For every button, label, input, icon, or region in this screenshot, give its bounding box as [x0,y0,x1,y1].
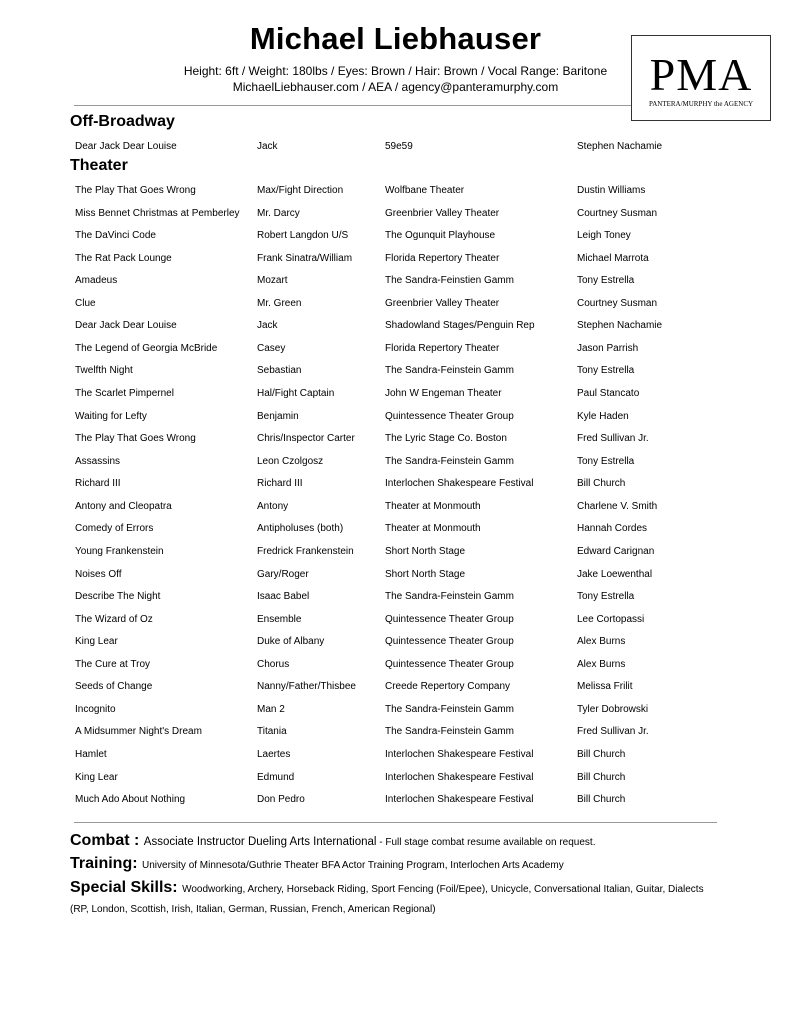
credit-title: The Play That Goes Wrong [75,185,196,196]
credit-row [0,433,791,451]
credit-director: Tony Estrella [577,591,635,603]
credit-title: The Scarlet Pimpernel [75,388,174,400]
credit-title: Incognito [75,703,116,715]
credit-venue: Quintessence Theater Group [385,658,514,670]
credit-venue: The Sandra-Feinstein Gamm [385,726,514,738]
credit-role: Jack [257,320,278,332]
credit-row [0,478,791,496]
credit-title: The DaVinci Code [75,230,156,242]
credit-role: Mr. Darcy [257,207,300,219]
credit-venue: Wolfbane Theater [385,185,465,196]
credit-row [0,230,791,248]
contact-info: MichaelLiebhauser.com / AEA / agency@panteramurphy.com [232,80,559,94]
credit-venue: John W Engeman Theater [385,388,502,400]
credit-row [0,388,791,406]
credit-row [0,726,791,744]
credit-director: Michael Marrota [577,252,649,264]
credit-title: The Legend of Georgia McBride [75,342,218,354]
credit-venue: The Sandra-Feinstien Gamm [385,275,514,287]
credit-role: Gary/Roger [257,568,309,580]
credit-title: Seeds of Change [75,681,153,693]
credit-director: Hannah Cordes [577,523,648,535]
credit-venue: Quintessence Theater Group [385,613,514,625]
credit-row [0,614,791,632]
credit-row [0,208,791,226]
credit-venue: Greenbrier Valley Theater [385,297,500,309]
credit-venue: The Lyric Stage Co. Boston [385,433,507,445]
agency-logo [631,35,771,121]
credit-venue: 59e59 [385,141,413,152]
credit-venue: The Sandra-Feinstein Gamm [385,591,514,603]
credit-director: Alex Burns [577,658,626,670]
credit-title: Antony and Cleopatra [75,500,172,512]
credit-row [0,591,791,609]
agency-logo-subtitle: PANTERA/MURPHY the AGENCY [648,100,754,108]
special-skills-line [70,879,704,897]
credit-row [0,411,791,429]
credit-role: Sebastian [257,365,302,377]
physical-stats: Height: 6ft / Weight: 180lbs / Eyes: Brown / Hair: Brown / Vocal Range: Baritone [183,64,608,78]
credit-row [0,681,791,699]
credit-role: Laertes [257,749,291,760]
credit-director: Charlene V. Smith [577,500,658,512]
credit-venue: Interlochen Shakespeare Festival [385,794,534,806]
credit-role: Isaac Babel [257,591,310,603]
credit-director: Jake Loewenthal [577,568,653,580]
credit-role: Don Pedro [257,794,305,806]
credit-row [0,546,791,564]
credit-director: Stephen Nachamie [577,141,663,152]
credit-director: Bill Church [577,771,626,783]
credit-row [0,456,791,474]
credit-role: Nanny/Father/Thisbee [257,681,356,693]
credit-director: Tyler Dobrowski [577,703,649,715]
credit-venue: The Sandra-Feinstein Gamm [385,455,514,467]
credit-role: Hal/Fight Captain [257,388,335,400]
credit-role: Titania [257,726,287,738]
special-skills-label: Special Skills: [70,879,178,896]
credit-row [0,275,791,293]
credit-title: Miss Bennet Christmas at Pemberley [75,207,240,219]
credit-role: Chorus [257,658,290,670]
credit-row [0,501,791,519]
credit-row [0,253,791,271]
credit-role: Max/Fight Direction [257,185,344,196]
combat-text: - Full stage combat resume available on request. [379,837,596,848]
credit-row [0,185,791,203]
credit-venue: The Sandra-Feinstein Gamm [385,703,514,715]
credit-role: Man 2 [257,703,285,715]
credit-title: The Rat Pack Lounge [75,252,172,264]
credit-director: Courtney Susman [577,297,658,309]
credit-director: Bill Church [577,794,626,806]
credit-title: Describe The Night [75,591,161,603]
credit-title: The Cure at Troy [75,658,151,670]
credit-role: Leon Czolgosz [257,455,324,467]
credit-director: Fred Sullivan Jr. [577,726,649,738]
credit-title: Richard III [75,478,121,490]
credit-venue: Interlochen Shakespeare Festival [385,749,534,760]
credit-director: Paul Stancato [577,388,640,400]
credit-venue: The Ogunquit Playhouse [385,230,496,242]
credit-role: Duke of Albany [257,636,325,648]
credit-title: Dear Jack Dear Louise [75,141,177,152]
credit-venue: Creede Repertory Company [385,681,511,693]
credit-row [0,659,791,677]
credit-role: Antony [257,500,289,512]
section-title-theater: Theater [70,157,128,174]
credit-director: Leigh Toney [577,230,631,242]
credit-venue: Shadowland Stages/Penguin Rep [385,320,535,332]
credit-director: Tony Estrella [577,365,635,377]
credit-title: Clue [75,297,96,309]
credit-director: Bill Church [577,749,626,760]
special-skills-text-continued: (RP, London, Scottish, Irish, Italian, German, Russian, French, American Regional) [70,904,436,915]
credit-role: Casey [257,342,286,354]
credit-row [0,636,791,654]
credit-role: Robert Langdon U/S [257,230,349,242]
credit-title: Young Frankenstein [75,545,164,557]
credit-director: Tony Estrella [577,455,635,467]
credit-title: Amadeus [75,275,118,287]
credit-row [0,523,791,541]
actor-name: Michael Liebhauser [249,21,542,56]
credit-row [0,569,791,587]
credit-venue: Short North Stage [385,568,466,580]
credit-role: Mozart [257,275,288,287]
credit-role: Chris/Inspector Carter [257,433,355,445]
credit-venue: Florida Repertory Theater [385,252,500,264]
credit-venue: Quintessence Theater Group [385,636,514,648]
credit-venue: Quintessence Theater Group [385,410,514,422]
combat-lead: Associate Instructor Dueling Arts International [143,836,377,848]
credit-director: Lee Cortopassi [577,613,645,625]
combat-label: Combat : [70,832,140,849]
credit-venue: Florida Repertory Theater [385,342,500,354]
credit-title: King Lear [75,771,118,783]
credit-title: Comedy of Errors [75,523,154,535]
credit-title: Assassins [75,455,121,467]
credit-director: Fred Sullivan Jr. [577,433,649,445]
credit-role: Edmund [257,771,295,783]
credit-director: Dustin Williams [577,185,646,196]
credit-role: Richard III [257,478,303,490]
credit-row [0,343,791,361]
credit-row [0,772,791,790]
combat-line [70,832,595,850]
credit-director: Bill Church [577,478,626,490]
credit-director: Alex Burns [577,636,626,648]
skills-divider [74,822,717,823]
credit-venue: Interlochen Shakespeare Festival [385,478,534,490]
training-text: University of Minnesota/Guthrie Theater BFA Actor Training Program, Interlochen Arts Academy [142,860,564,871]
credit-title: Hamlet [75,749,107,760]
credit-row [0,794,791,812]
credit-venue: The Sandra-Feinstein Gamm [385,365,514,377]
credit-row [0,298,791,316]
credit-title: King Lear [75,636,118,648]
credit-venue: Interlochen Shakespeare Festival [385,771,534,783]
credit-director: Kyle Haden [577,410,629,422]
credit-title: Twelfth Night [75,365,133,377]
agency-logo-mark: PMA [649,49,753,100]
credit-role: Fredrick Frankenstein [257,545,354,557]
header-divider [74,105,631,106]
credit-role: Ensemble [257,613,302,625]
credit-role: Benjamin [257,410,299,422]
credit-venue: Greenbrier Valley Theater [385,207,500,219]
credit-role: Frank Sinatra/William [257,252,353,264]
credit-role: Antipholuses (both) [257,523,344,535]
credit-director: Stephen Nachamie [577,320,663,332]
credit-row [0,320,791,338]
credit-title: Much Ado About Nothing [75,794,186,806]
credit-venue: Short North Stage [385,545,466,557]
credit-venue: Theater at Monmouth [385,523,481,535]
credit-title: Waiting for Lefty [75,410,147,422]
credit-director: Courtney Susman [577,207,658,219]
credit-director: Edward Carignan [577,545,655,557]
credit-director: Melissa Frilit [577,681,633,693]
training-label: Training: [70,855,138,872]
credit-role: Jack [257,141,278,152]
credit-title: The Play That Goes Wrong [75,433,196,445]
credit-row [0,749,791,767]
credit-title: The Wizard of Oz [75,613,153,625]
credit-title: Dear Jack Dear Louise [75,320,177,332]
training-line [70,855,564,873]
credit-venue: Theater at Monmouth [385,500,481,512]
special-skills-text: Woodworking, Archery, Horseback Riding, Sport Fencing (Foil/Epee), Unicycle, Conversational Italian, Guitar, Dialects [182,884,704,895]
credit-row [0,365,791,383]
credit-row [0,704,791,722]
credit-role: Mr. Green [257,297,302,309]
section-title-off-broadway: Off-Broadway [70,113,175,130]
credit-director: Tony Estrella [577,275,635,287]
credit-title: Noises Off [75,568,122,580]
credit-title: A Midsummer Night's Dream [75,726,202,738]
credit-director: Jason Parrish [577,342,639,354]
